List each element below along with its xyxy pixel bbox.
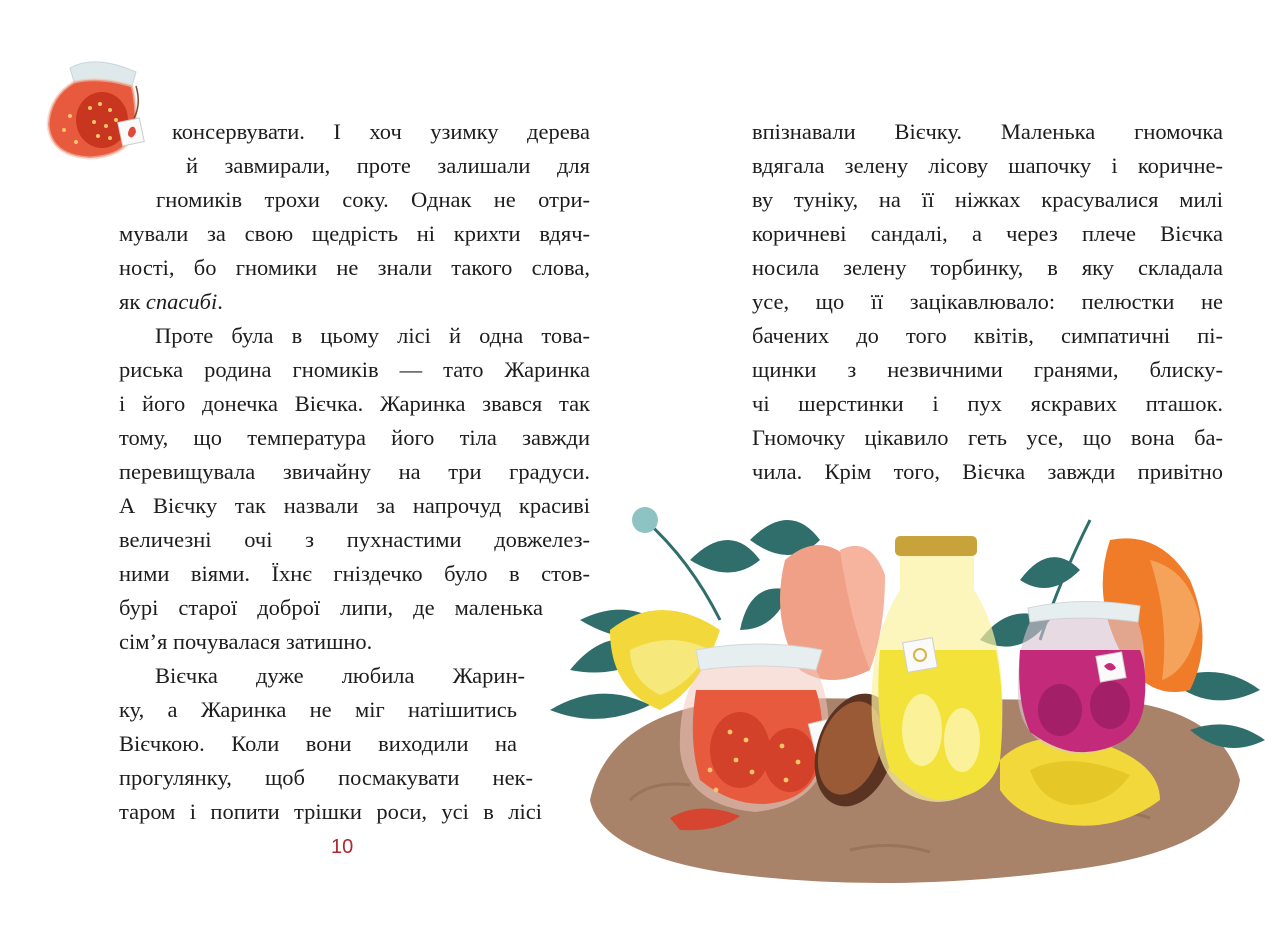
text-line: бачених до того квітів, симпатичні пі-	[752, 323, 1223, 348]
text-line: усе, що її зацікавлювало: пелюстки не	[752, 289, 1223, 314]
text-line: ву туніку, на її ніжках красувалися милі	[752, 187, 1223, 212]
text-line: впізнавали Вієчку. Маленька гномочка	[752, 119, 1223, 144]
emphasis-word: спасибі	[145, 289, 218, 314]
text-line: бурі старої доброї липи, де маленька	[119, 595, 543, 620]
text-line: величезні очі з пухнастими довжелез-	[119, 527, 590, 552]
text-line	[119, 285, 223, 319]
text-line: риська родина гномиків — тато Жаринка	[119, 357, 590, 382]
text-line: таром і попити трішки роси, усі в лісі	[119, 799, 542, 824]
text-line: Гномочку цікавило геть усе, що вона ба-	[752, 425, 1223, 450]
text-line: коричневі сандалі, а через плече Вієчка	[752, 221, 1223, 246]
text-line: тому, що температура його тіла завжди	[119, 425, 590, 450]
page-number: 10	[331, 836, 354, 858]
text-line: консервувати. І хоч узимку дерева	[172, 119, 590, 144]
text-line: чила. Крім того, Вієчка завжди привітно	[752, 459, 1223, 484]
jam-jars-illustration	[550, 500, 1270, 890]
text-run: .	[217, 289, 223, 314]
text-line: носила зелену торбинку, в яку складала	[752, 255, 1223, 280]
text-line: Вієчка дуже любила Жарин-	[155, 663, 525, 688]
text-run: як	[119, 289, 146, 314]
text-line: Проте була в цьому лісі й одна това-	[155, 323, 590, 348]
text-line: ку, а Жаринка не міг натішитись	[119, 697, 517, 722]
strawberry-jar-icon	[40, 46, 150, 161]
text-line: сім’я почувалася затишно.	[119, 629, 373, 654]
text-line: й завмирали, проте залишали для	[186, 153, 590, 178]
text-line: і його донечка Вієчка. Жаринка звався так	[119, 391, 590, 416]
text-line: перевищувала звичайну на три градуси.	[119, 459, 590, 484]
text-line: чі шерстинки і пух яскравих пташок.	[752, 391, 1223, 416]
text-line: А Вієчку так назвали за напрочуд красиві	[119, 493, 590, 518]
text-line: ними віями. Їхнє гніздечко було в стов-	[119, 561, 590, 586]
text-line: мували за свою щедрість ні крихти вдяч-	[119, 221, 590, 246]
text-line: Вієчкою. Коли вони виходили на	[119, 731, 517, 756]
text-line: гномиків трохи соку. Однак не отри-	[156, 187, 590, 212]
text-line: прогулянку, щоб посмакувати нек-	[119, 765, 533, 790]
text-line: ності, бо гномики не знали такого слова,	[119, 255, 590, 280]
text-line: щинки з незвичними гранями, блиску-	[752, 357, 1223, 382]
text-line: вдягала зелену лісову шапочку і коричне-	[752, 153, 1223, 178]
